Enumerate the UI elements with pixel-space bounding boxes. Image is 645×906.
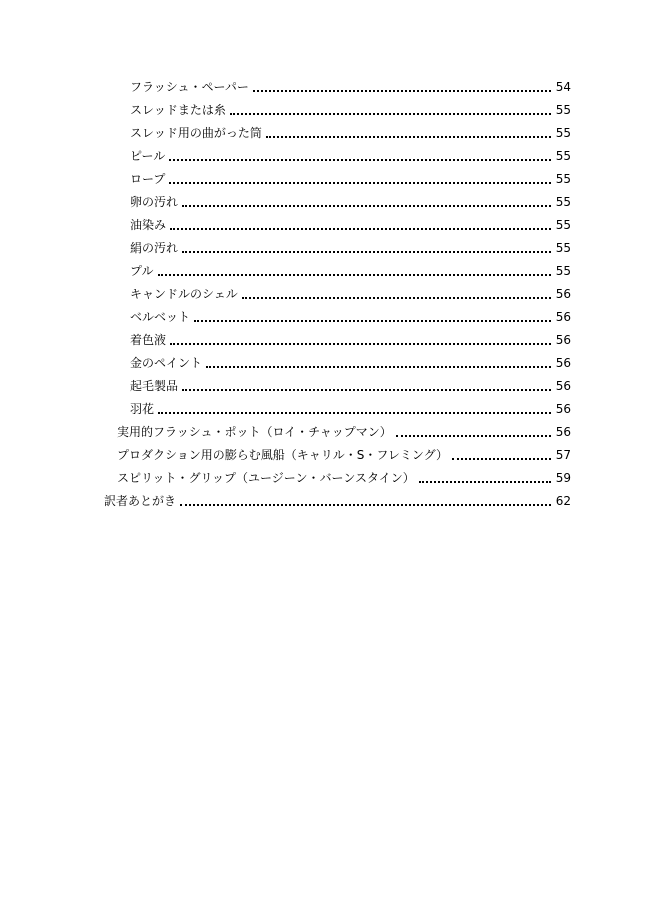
toc-entry [0, 443, 645, 466]
toc-page-number: 56 [555, 309, 571, 324]
toc-page-number: 56 [555, 401, 571, 416]
toc-entry [0, 466, 645, 489]
dot-leader [182, 191, 551, 207]
toc-entry-title: キャンドルのシェル [130, 286, 238, 301]
dot-leader [396, 421, 551, 437]
toc-entry [0, 397, 645, 420]
dot-leader [169, 168, 551, 184]
toc-page-number: 55 [555, 194, 571, 209]
dot-leader [180, 490, 551, 506]
toc-page-number: 55 [555, 102, 571, 117]
dot-leader [419, 467, 551, 483]
toc-entry [0, 305, 645, 328]
toc-entry [0, 144, 645, 167]
toc-entry-title: 絹の汚れ [130, 240, 179, 255]
toc-page-number: 56 [555, 332, 571, 347]
dot-leader [452, 444, 551, 460]
toc-entry-title: 訳者あとがき [104, 493, 177, 508]
toc-page-number: 55 [555, 240, 571, 255]
toc-entry [0, 374, 645, 397]
toc-entry [0, 489, 645, 512]
toc-page-number: 56 [555, 286, 571, 301]
toc-entry-title: ロープ [130, 171, 166, 186]
toc-entry [0, 75, 645, 98]
toc-page-number: 55 [555, 263, 571, 278]
toc-page-number: 59 [555, 470, 571, 485]
toc-entry-title: 金のペイント [130, 355, 203, 370]
toc-entry [0, 167, 645, 190]
toc-entry-title: 卵の汚れ [130, 194, 179, 209]
dot-leader [194, 306, 551, 322]
toc-page-number: 55 [555, 148, 571, 163]
toc-page-number: 56 [555, 424, 571, 439]
toc-page-number: 57 [555, 447, 571, 462]
toc-page-number: 62 [555, 493, 571, 508]
toc-page-number: 55 [555, 217, 571, 232]
toc-entry [0, 213, 645, 236]
toc-entry-title: プル [130, 263, 154, 278]
toc-entry-title: 実用的フラッシュ・ポット（ロイ・チャップマン） [117, 424, 392, 439]
toc-entry [0, 328, 645, 351]
toc-page-number: 54 [555, 79, 571, 94]
toc-entry [0, 420, 645, 443]
dot-leader [182, 375, 551, 391]
toc-entry [0, 259, 645, 282]
dot-leader [158, 398, 551, 414]
dot-leader [266, 122, 551, 138]
toc-entry [0, 351, 645, 374]
dot-leader [158, 260, 551, 276]
dot-leader [242, 283, 551, 299]
dot-leader [230, 99, 551, 115]
toc-entry-title: フラッシュ・ペーパー [130, 79, 249, 94]
toc-page-number: 56 [555, 378, 571, 393]
dot-leader [170, 329, 551, 345]
toc-page-number: 56 [555, 355, 571, 370]
toc-page-number: 55 [555, 125, 571, 140]
toc-page-number: 55 [555, 171, 571, 186]
toc-entry [0, 282, 645, 305]
toc-entry [0, 121, 645, 144]
toc-entry-title: ベルベット [130, 309, 191, 324]
table-of-contents [0, 75, 645, 512]
dot-leader [182, 237, 551, 253]
toc-entry-title: スレッド用の曲がった筒 [130, 125, 262, 140]
toc-entry-title: スピリット・グリップ（ユージーン・バーンスタイン） [117, 470, 415, 485]
toc-entry-title: プロダクション用の膨らむ風船（キャリル・S・フレミング） [117, 447, 449, 462]
toc-entry [0, 190, 645, 213]
dot-leader [253, 76, 551, 92]
toc-entry-title: 起毛製品 [130, 378, 179, 393]
toc-entry [0, 236, 645, 259]
toc-entry-title: 着色液 [130, 332, 167, 347]
dot-leader [170, 214, 551, 230]
toc-entry-title: ピール [130, 148, 166, 163]
dot-leader [169, 145, 551, 161]
toc-entry-title: スレッドまたは糸 [130, 102, 226, 117]
toc-entry [0, 98, 645, 121]
toc-entry-title: 油染み [130, 217, 167, 232]
dot-leader [206, 352, 551, 368]
toc-entry-title: 羽花 [130, 401, 155, 416]
